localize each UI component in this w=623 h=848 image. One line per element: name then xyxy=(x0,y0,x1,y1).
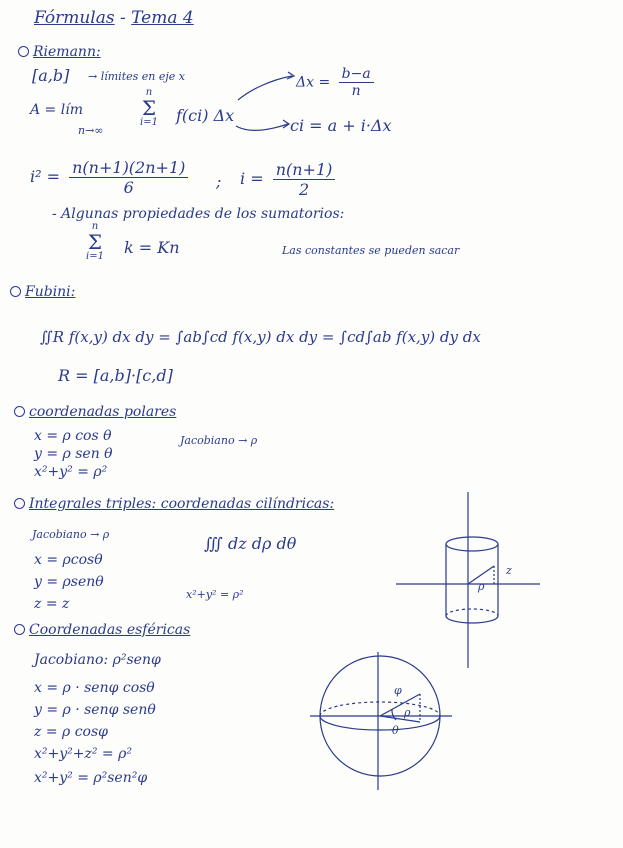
sphere-diagram xyxy=(310,652,452,790)
esfericas-jacobiano: Jacobiano: ρ²senφ xyxy=(34,652,161,668)
title-topic: Tema 4 xyxy=(131,8,194,28)
arrowhead-dx-icon xyxy=(287,72,294,79)
esfericas-line2: y = ρ · senφ senθ xyxy=(34,702,156,718)
esfericas-line3: z = ρ cosφ xyxy=(34,724,108,740)
cilindricas-jacobiano: Jacobiano → ρ xyxy=(32,528,110,541)
polares-jacobiano: Jacobiano → ρ xyxy=(180,434,258,447)
i2-fraction: $\frac{n(n+1)(2n+1)}{6}$ xyxy=(69,158,188,197)
riemann-term: f(ci) Δx xyxy=(176,106,235,125)
sph-theta-label: θ xyxy=(392,724,399,737)
esfericas-line4: x²+y²+z² = ρ² xyxy=(34,746,132,762)
cilindricas-line1: x = ρcosθ xyxy=(34,552,103,568)
cilindricas-line3: z = z xyxy=(34,596,70,612)
cilindricas-line2: y = ρsenθ xyxy=(34,574,104,590)
fubini-heading: Fubini: xyxy=(10,284,75,300)
arrow-to-dx xyxy=(238,76,292,100)
sigma-icon: n Σ i=1 xyxy=(86,221,104,262)
esfericas-line5: x²+y² = ρ²sen²φ xyxy=(34,770,148,786)
title-text: Fórmulas xyxy=(34,8,115,28)
sph-phi-label: φ xyxy=(394,684,402,697)
cilindricas-relation: x²+y² = ρ² xyxy=(186,588,244,601)
riemann-interval-note: → límites en eje x xyxy=(88,70,185,83)
arrowhead-ci-icon xyxy=(283,120,289,128)
sigma-icon: n Σ i=1 xyxy=(140,87,158,128)
polares-line3: x²+y² = ρ² xyxy=(34,464,108,480)
sph-rho-label: ρ xyxy=(404,706,411,719)
sum-i2: i² = $\frac{n(n+1)(2n+1)}{6}$ xyxy=(30,158,192,197)
riemann-ci: ci = a + i·Δx xyxy=(290,116,392,135)
riemann-limit: n→∞ xyxy=(78,124,104,137)
i-fraction: $\frac{n(n+1)}{2}$ xyxy=(273,160,336,199)
cilindricas-integral: ∭ dz dρ dθ xyxy=(204,534,297,553)
polares-line2: y = ρ sen θ xyxy=(34,446,113,462)
esfericas-line1: x = ρ · senφ cosθ xyxy=(34,680,155,696)
polares-heading: coordenadas polares xyxy=(14,404,176,420)
riemann-dx: Δx = $\frac{b-a}{n}$ xyxy=(296,66,378,99)
fubini-region: R = [a,b]·[c,d] xyxy=(58,366,173,385)
fubini-formula: ∬R f(x,y) dx dy = ∫ab∫cd f(x,y) dx dy = ∫cd∫ab f(x,y) dy dx xyxy=(40,328,481,346)
props-note: Las constantes se pueden sacar xyxy=(282,244,460,257)
polares-line1: x = ρ cos θ xyxy=(34,428,112,444)
sum-separator: ; xyxy=(216,172,222,191)
cyl-z-label: z xyxy=(506,564,512,577)
props-title: - Algunas propiedades de los sumatorios: xyxy=(52,206,345,222)
cyl-rho-label: ρ xyxy=(478,580,485,593)
title-separator: - xyxy=(120,8,126,28)
riemann-area-lhs: A = lím xyxy=(30,102,83,118)
cylinder-diagram xyxy=(396,492,540,668)
esfericas-heading: Coordenadas esféricas xyxy=(14,622,190,638)
arrow-to-ci xyxy=(236,124,288,130)
sum-i: i = $\frac{n(n+1)}{2}$ xyxy=(240,160,339,199)
dx-fraction: $\frac{b-a}{n}$ xyxy=(339,66,374,99)
riemann-interval: [a,b] xyxy=(32,66,70,85)
props-formula: k = Kn xyxy=(124,238,180,257)
cilindricas-heading: Integrales triples: coordenadas cilíndricas: xyxy=(14,496,334,512)
riemann-heading: Riemann: xyxy=(18,44,101,60)
